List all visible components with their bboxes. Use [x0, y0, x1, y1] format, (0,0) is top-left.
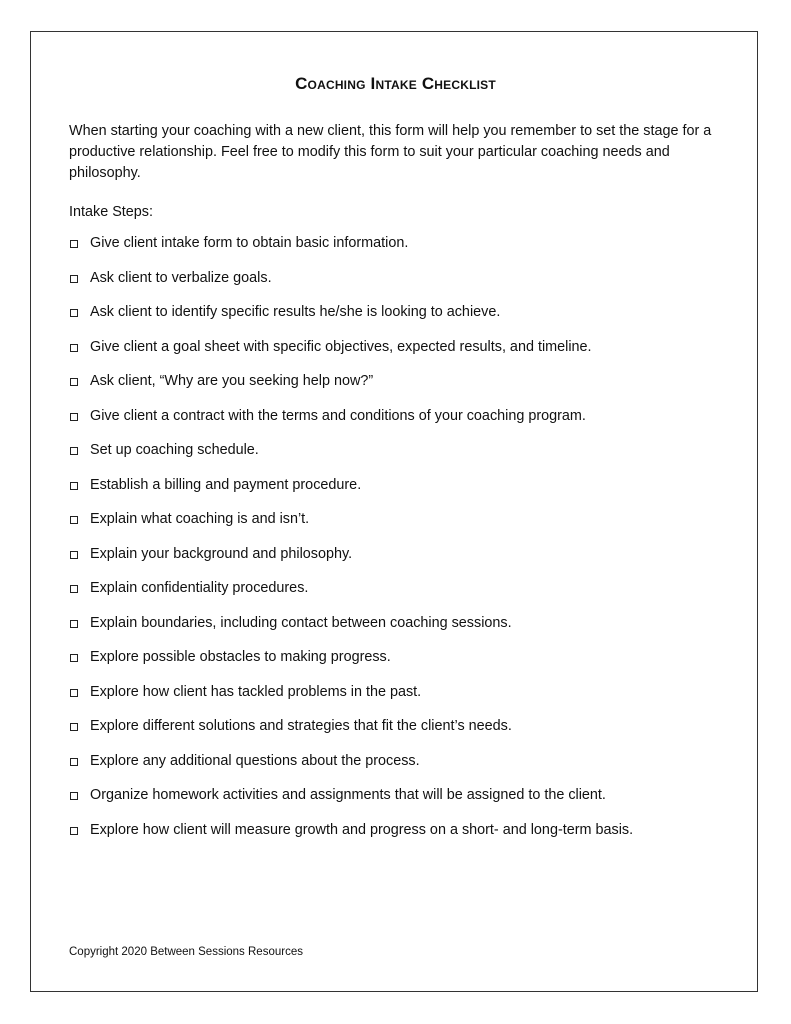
checklist-item-text: Ask client to identify specific results he/she is looking to achieve. — [90, 304, 501, 320]
checkbox-icon — [70, 689, 78, 697]
checklist-item — [69, 371, 739, 406]
checklist-item — [69, 233, 739, 268]
checklist-item — [69, 716, 739, 751]
checkbox-icon — [70, 309, 78, 317]
intake-checklist — [69, 233, 739, 854]
checklist-item-text: Give client a goal sheet with specific objectives, expected results, and timeline. — [90, 338, 592, 355]
checklist-item — [69, 682, 739, 717]
checklist-item-text: Explore possible obstacles to making progress. — [90, 649, 391, 665]
checkbox-icon — [70, 551, 78, 559]
checklist-item — [69, 440, 739, 475]
checklist-item-text: Explain your background and philosophy. — [90, 545, 353, 562]
checklist-item — [69, 578, 739, 613]
checklist-item-text: Set up coaching schedule. — [90, 442, 259, 458]
intro-paragraph: When starting your coaching with a new client, this form will help you remember to set the stage for a productive relationship. Feel free to modify this form to suit your particular coaching needs and philosophy. — [69, 123, 712, 181]
checklist-item-text: Explore how client will measure growth and progress on a short- and long-term basis. — [90, 821, 634, 838]
checkbox-icon — [70, 240, 78, 248]
checklist-item — [69, 820, 739, 855]
checkbox-icon — [70, 654, 78, 662]
checklist-item — [69, 544, 739, 579]
checklist-item-text: Organize homework activities and assignments that will be assigned to the client. — [90, 787, 606, 803]
checklist-item-text: Ask client, “Why are you seeking help now?” — [90, 373, 374, 389]
checklist-item — [69, 751, 739, 786]
checkbox-icon — [70, 447, 78, 455]
checklist-item — [69, 785, 739, 820]
checklist-item-text: Explore different solutions and strategies that fit the client’s needs. — [90, 718, 512, 734]
checklist-item — [69, 647, 739, 682]
checklist-item — [69, 268, 739, 303]
checklist-item — [69, 475, 739, 510]
steps-label: Intake Steps: — [69, 204, 153, 220]
checklist-item — [69, 302, 739, 337]
checkbox-icon — [70, 516, 78, 524]
checklist-item — [69, 509, 739, 544]
checklist-item-text: Explore how client has tackled problems in the past. — [90, 683, 422, 700]
checkbox-icon — [70, 344, 78, 352]
checkbox-icon — [70, 827, 78, 835]
checkbox-icon — [70, 792, 78, 800]
checkbox-icon — [70, 585, 78, 593]
checklist-item-text: Explain confidentiality procedures. — [90, 580, 309, 596]
checkbox-icon — [70, 413, 78, 421]
checklist-item — [69, 406, 739, 441]
checklist-item — [69, 337, 739, 372]
checklist-item-text: Explore any additional questions about the process. — [90, 752, 420, 769]
checklist-item — [69, 613, 739, 648]
checkbox-icon — [70, 723, 78, 731]
copyright-footer: Copyright 2020 Between Sessions Resources — [69, 946, 303, 958]
checkbox-icon — [70, 482, 78, 490]
checklist-item-text: Give client a contract with the terms and conditions of your coaching program. — [90, 407, 586, 424]
checklist-item-text: Ask client to verbalize goals. — [90, 269, 272, 286]
checkbox-icon — [70, 275, 78, 283]
checklist-item-text: Give client intake form to obtain basic information. — [90, 235, 409, 251]
checkbox-icon — [70, 378, 78, 386]
checklist-item-text: Establish a billing and payment procedure. — [90, 476, 362, 493]
page-title: Coaching Intake Checklist — [295, 74, 496, 93]
checklist-item-text: Explain boundaries, including contact between coaching sessions. — [90, 614, 512, 631]
checkbox-icon — [70, 620, 78, 628]
checklist-item-text: Explain what coaching is and isn’t. — [90, 511, 310, 527]
checkbox-icon — [70, 758, 78, 766]
